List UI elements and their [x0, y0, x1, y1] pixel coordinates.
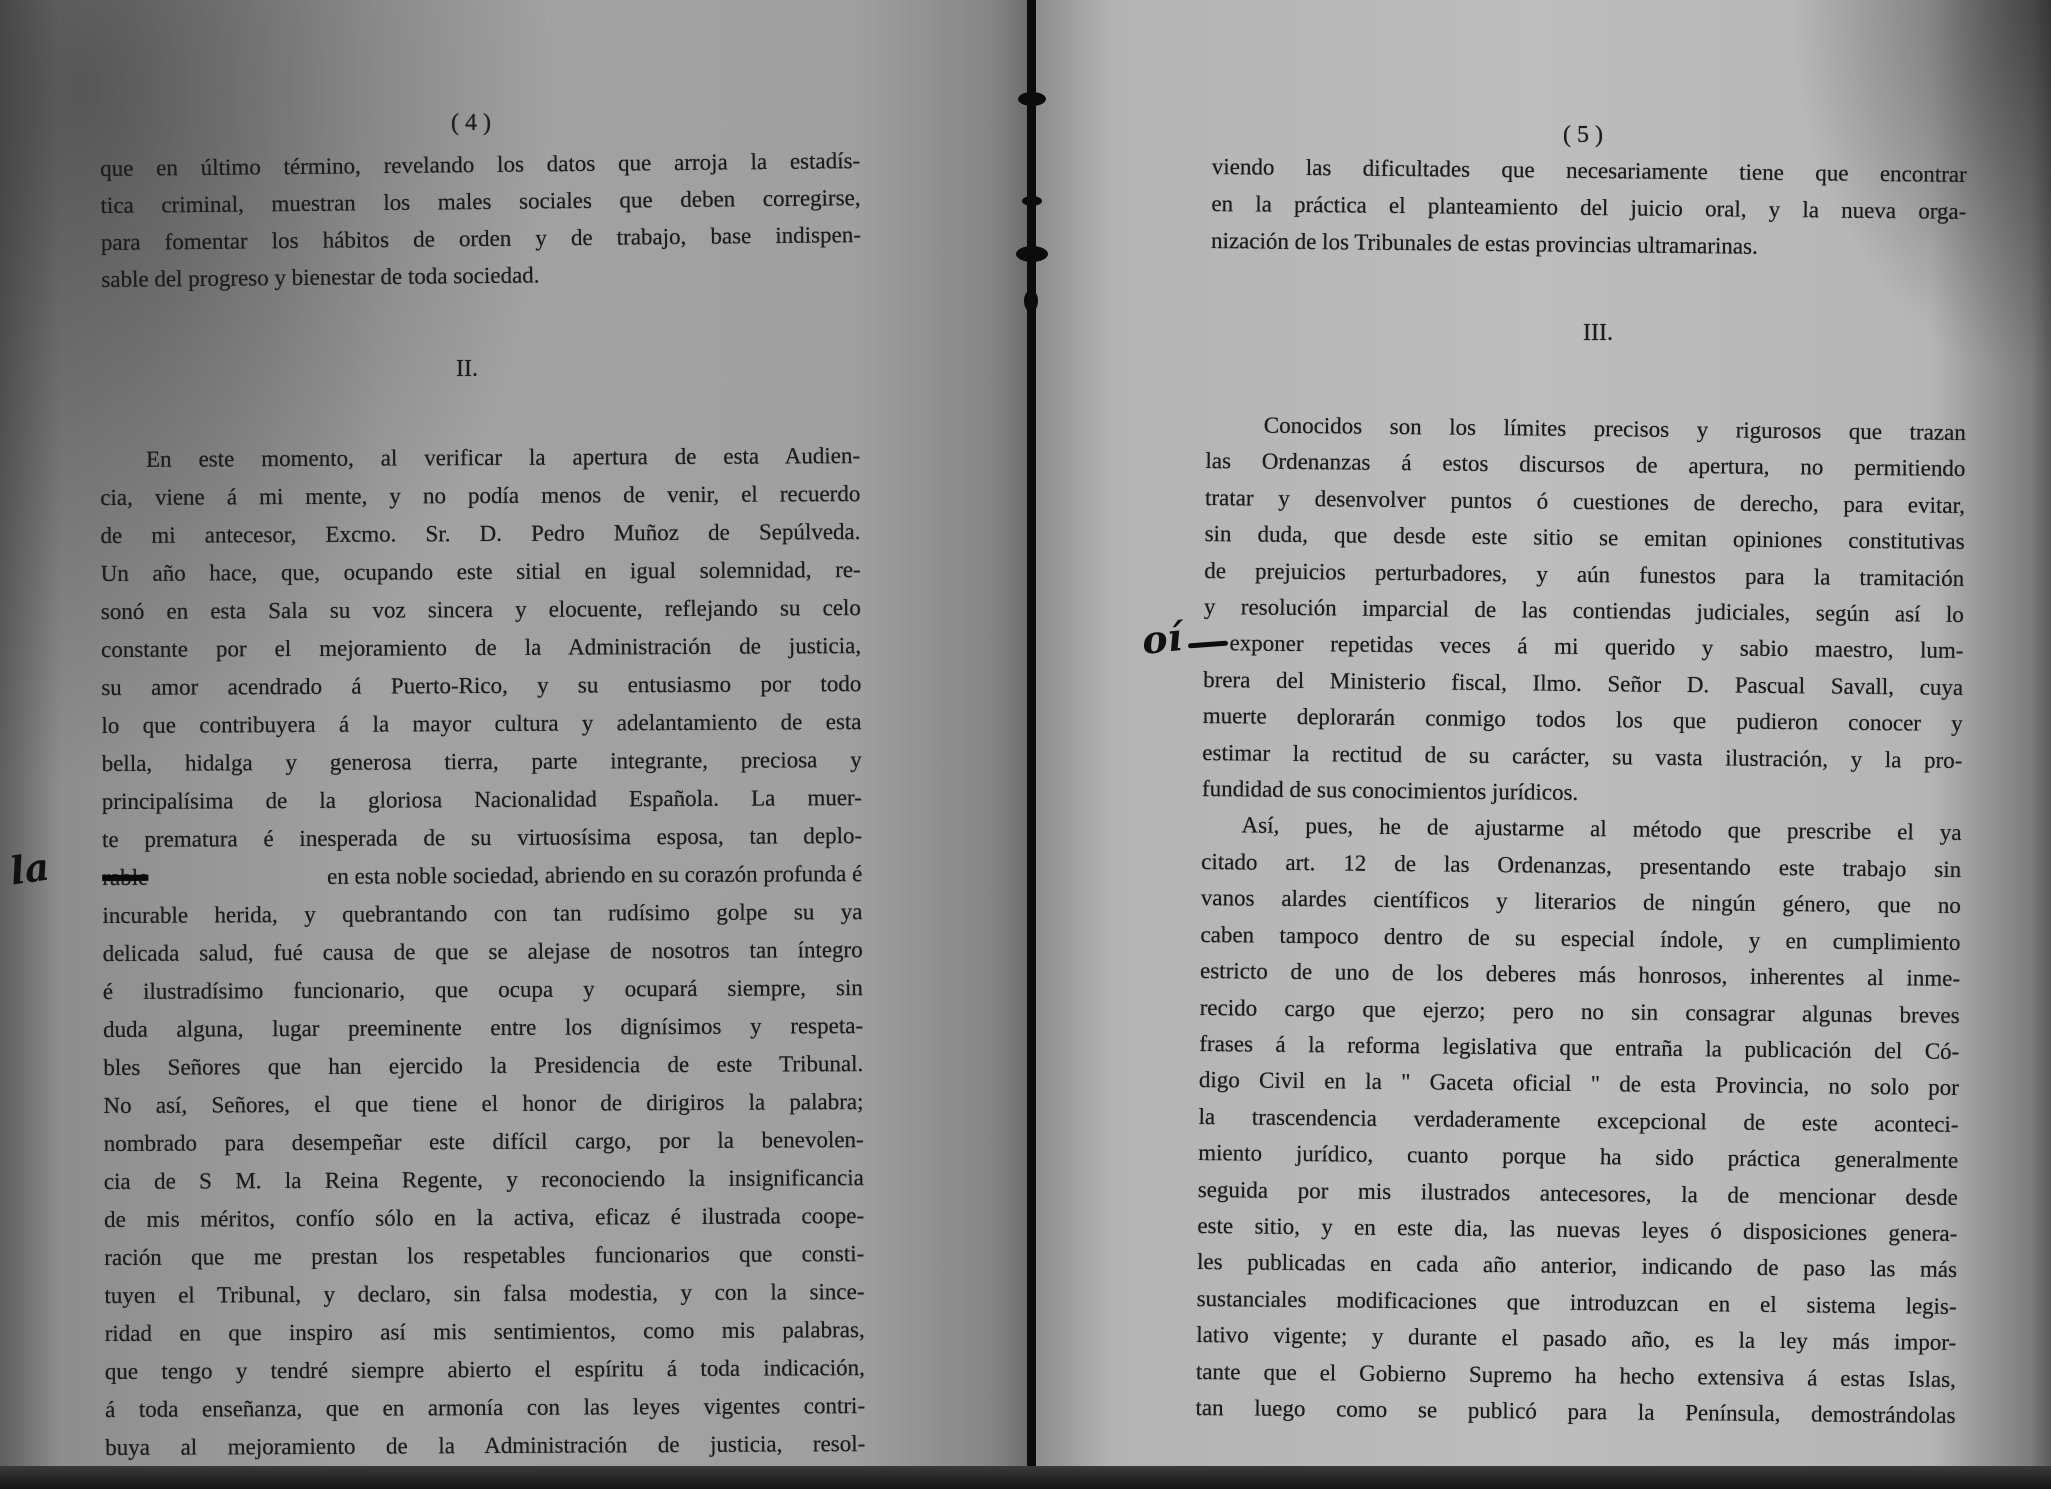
struck-text: rable — [102, 864, 149, 890]
text-line: su amor acendrado á Puerto-Rico, y su entusiasmo por todo — [101, 671, 862, 700]
text-line: constante por el mejoramiento de la Administración de justicia, — [101, 633, 862, 662]
text-line: No así, Señores, el que tiene el honor de dirigiros la palabra; — [103, 1089, 864, 1118]
text-line: te prematura é inesperada de su virtuosísima esposa, tan deplo- — [102, 823, 863, 852]
text-line: que tengo y tendré siempre abierto el espíritu á toda indicación, — [104, 1355, 865, 1384]
text-line: las Ordenanzas á estos discursos de apertura, no permitiendo — [1205, 448, 1966, 482]
handwritten-margin-note: oí — [1139, 614, 1185, 663]
body-paragraph — [1195, 407, 1966, 1434]
text-line: de mis méritos, confío sólo en la activa, eficaz é ilustrada coope- — [104, 1203, 865, 1232]
page-bottom-edge — [0, 1466, 2051, 1489]
text-line: nización de los Tribunales de estas provincias ultramarinas. — [1210, 227, 1758, 259]
spine-mark — [1024, 290, 1038, 312]
text-line: Así, pues, he de ajustarme al método que prescribe el ya — [1241, 812, 1962, 846]
text-line: incurable herida, y quebrantando con tan rudísimo golpe su ya — [102, 899, 863, 928]
text-line: cia, viene á mi mente, y no podía menos de venir, el recuerdo — [100, 481, 861, 510]
text-line: sable del progreso y bienestar de toda sociedad. — [101, 262, 540, 292]
text-line: caben tampoco dentro de su especial índole, y en cumplimiento — [1200, 921, 1961, 955]
text-line: de prejuicios perturbadores, y aún funestos para la tramitación — [1204, 557, 1965, 591]
text-line: de mi antecesor, Excmo. Sr. D. Pedro Muñoz de Sepúlveda. — [100, 519, 861, 548]
text-line: recido cargo que ejerzo; pero no sin consagrar algunas breves — [1199, 994, 1960, 1028]
text-line: tante que el Gobierno Supremo ha hecho extensiva á estas Islas, — [1195, 1358, 1956, 1392]
text-line: buya al mejoramiento de la Administración de justicia, resol- — [105, 1431, 866, 1460]
text-line: miento jurídico, cuanto porque ha sido práctica generalmente — [1198, 1140, 1959, 1174]
handwritten-margin-note: la — [7, 843, 53, 894]
text-line: en la práctica el planteamiento del juicio oral, y la nueva orga- — [1211, 190, 1967, 224]
text-line: frases á la reforma legislativa que entraña la publicación del Có- — [1199, 1030, 1960, 1064]
text-line: tratar y desenvolver puntos ó cuestiones de derecho, para evitar, — [1204, 484, 1966, 518]
text-line: fundidad de sus conocimientos jurídicos. — [1201, 776, 1579, 805]
text-line: lo que contribuyera á la mayor cultura y adelantamiento de esta — [101, 709, 862, 738]
text-line: tica criminal, muestran los males sociales que deben corregirse, — [100, 185, 861, 218]
text-line: vanos alardes científicos y literarios de ningún género, que no — [1200, 885, 1961, 919]
text-line: muerte deplorarán conmigo todos los que pudieron conocer y — [1202, 703, 1963, 737]
text-line: Conocidos son los límites precisos y rigurosos que trazan — [1263, 412, 1966, 445]
spine-mark — [1022, 196, 1042, 206]
text-line: viendo las dificultades que necesariamente tiene que encontrar — [1211, 153, 1967, 187]
text-line: Un año hace, que, ocupando este sitial en igual solemnidad, re- — [100, 557, 861, 586]
right-page — [1031, 0, 2051, 1489]
page-number: ( 4 ) — [451, 110, 491, 136]
text-line: tan luego como se publicó para la Península, demostrándolas — [1195, 1394, 1956, 1428]
text-line: y resolución imparcial de las contiendas judiciales, según así lo — [1203, 594, 1964, 627]
text-line: ridad en que inspiro así mis sentimientos, como mis palabras, — [104, 1317, 865, 1346]
text-line: sonó en esta Sala su voz sincera y elocuente, reflejando su celo — [100, 595, 861, 624]
text-line: que en último término, revelando los datos que arroja la estadís- — [100, 148, 861, 181]
text-line: principalísima de la gloriosa Nacionalidad Española. La muer- — [101, 785, 862, 814]
text-line: bella, hidalga y generosa tierra, parte integrante, preciosa y — [101, 747, 862, 776]
text-line: brera del Ministerio fiscal, Ilmo. Señor D. Pascual Savall, cuya — [1203, 666, 1964, 700]
text-line: delicada salud, fué causa de que se alejase de nosotros tan íntegro — [102, 937, 863, 966]
text-line: cia de S M. la Reina Regente, y reconociendo la insignificancia — [103, 1165, 864, 1194]
text-line: estimar la rectitud de su carácter, su vasta ilustración, y la pro- — [1202, 739, 1963, 773]
text-line: á toda enseñanza, que en armonía con las leyes vigentes contri- — [105, 1393, 866, 1422]
text-line: citado art. 12 de las Ordenanzas, presentando este trabajo sin — [1201, 848, 1962, 882]
text-line: ración que me prestan los respetables funcionarios que consti- — [104, 1241, 865, 1270]
text-line: sin duda, que desde este sitio se emitan opiniones constitutivas — [1204, 521, 1965, 555]
intro-paragraph — [100, 142, 862, 298]
text-line: tuyen el Tribunal, y declaro, sin falsa modestia, y con la since- — [104, 1279, 865, 1308]
text-line: sustanciales modificaciones que introduzcan en el sistema legis- — [1196, 1285, 1957, 1319]
text-line: digo Civil en la " Gaceta oficial " de esta Provincia, no solo por — [1198, 1067, 1960, 1101]
section-heading: II. — [456, 356, 478, 382]
text-line: nombrado para desempeñar este difícil cargo, por la benevolen- — [103, 1127, 864, 1156]
spine-mark — [1018, 92, 1046, 106]
line-text: en esta noble sociedad, abriendo en su corazón profunda é — [321, 861, 863, 889]
section-heading: III. — [1583, 320, 1613, 346]
text-line: exponer repetidas veces á mi querido y sabio maestro, lum- — [1229, 630, 1964, 664]
text-line: duda alguna, lugar preeminente entre los dignísimos y respeta- — [103, 1013, 864, 1042]
page-number: ( 5 ) — [1563, 122, 1603, 148]
intro-paragraph — [1211, 148, 1967, 267]
body-paragraph — [100, 437, 865, 1467]
spine-mark — [1016, 246, 1048, 262]
text-line: lativo vigente; y durante el pasado año, es la ley más impor- — [1196, 1322, 1957, 1356]
text-line: les publicadas en cada año anterior, indicando de paso las más — [1196, 1249, 1958, 1283]
text-line: seguida por mis ilustrados antecesores, la de mencionar desde — [1197, 1176, 1958, 1210]
book-spine — [1027, 0, 1036, 1489]
text-line: para fomentar los hábitos de orden y de trabajo, base indispen- — [100, 222, 862, 255]
text-line: estricto de uno de los deberes más honrosos, inherentes al inme- — [1199, 958, 1961, 992]
text-line: este sitio, y en este dia, las nuevas leyes ó disposiciones genera- — [1197, 1212, 1958, 1246]
text-line: bles Señores que han ejercido la Presidencia de este Tribunal. — [103, 1051, 864, 1080]
text-line: En este momento, al verificar la apertura de esta Audien- — [146, 443, 861, 472]
text-line — [102, 855, 862, 897]
text-line: la trascendencia verdaderamente excepcional de este aconteci- — [1198, 1103, 1959, 1137]
text-line: é ilustradísimo funcionario, que ocupa y ocupará siempre, sin — [102, 975, 863, 1004]
